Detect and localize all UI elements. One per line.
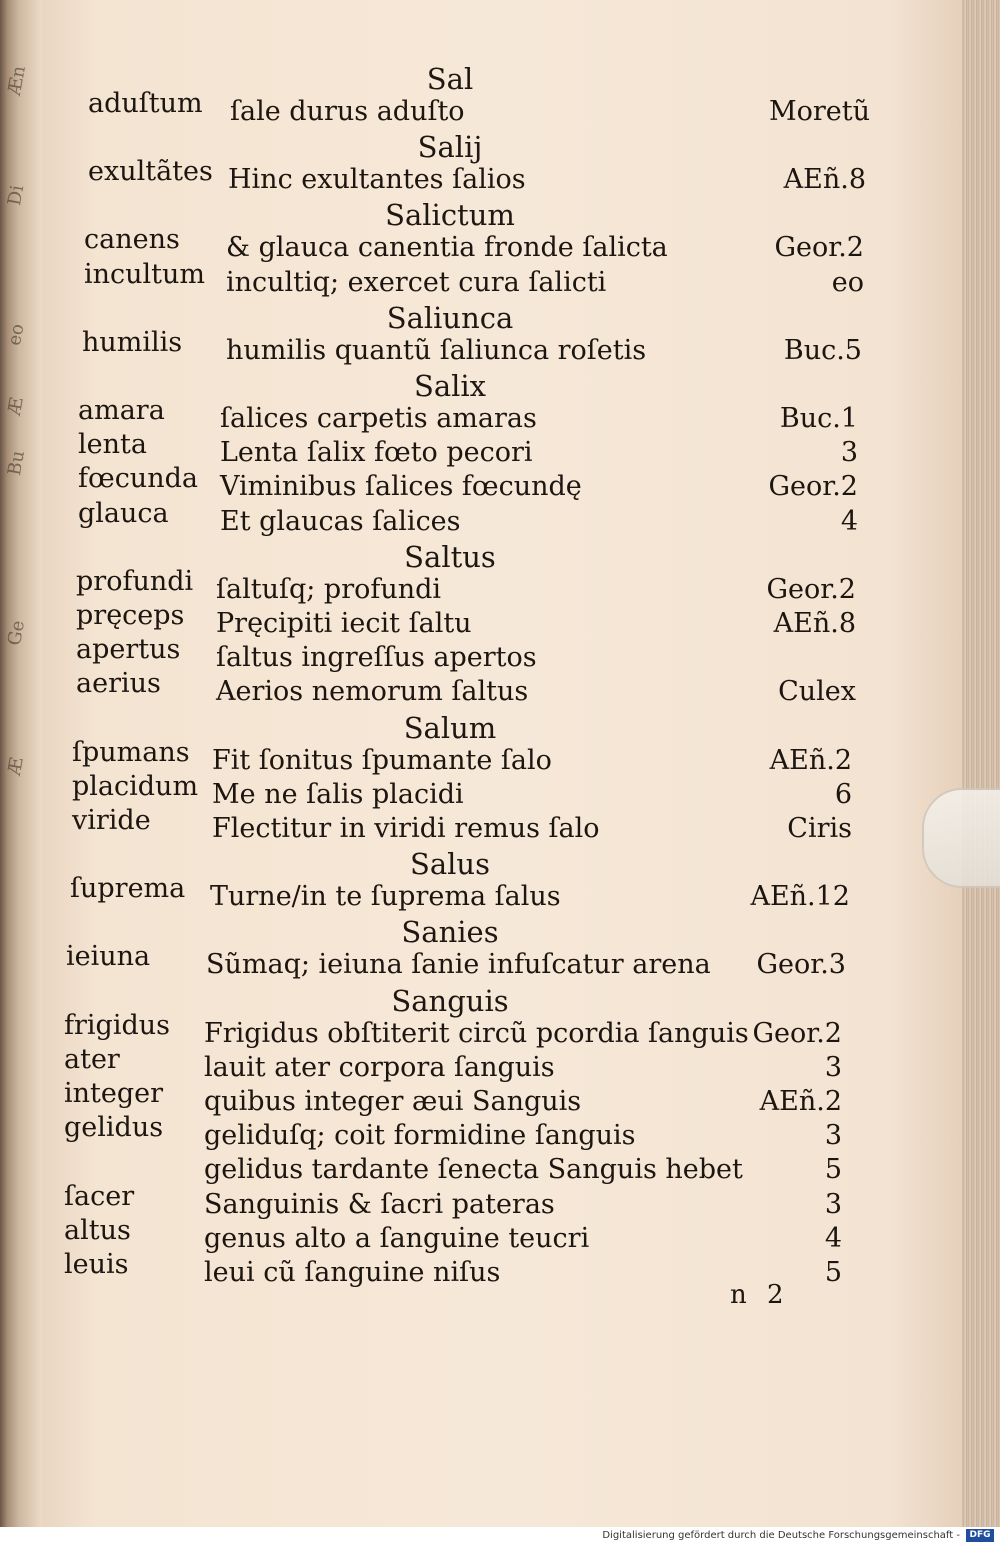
verse-quote: ſaltus ingreſſus apertos [216, 642, 537, 674]
source-reference: Buc.5 [783, 334, 862, 366]
entry-row [0, 326, 1000, 369]
verse-quote: Me ne ſalis placidi [212, 778, 464, 810]
epithet: glauca [78, 497, 169, 529]
source-reference: 3 [824, 1188, 842, 1220]
epithet: placidum [72, 770, 199, 802]
source-reference: Geor.2 [774, 232, 864, 264]
epithet: ſpumans [72, 736, 190, 768]
source-reference: Buc.1 [779, 403, 858, 434]
verse-quote: Pręcipiti iecit ſaltu [216, 608, 472, 639]
verse-quote: Viminibus ſalices fœcundę [220, 471, 582, 503]
entry-row [0, 258, 1000, 301]
verse-quote: geliduſq; coit formidine ſanguis [204, 1120, 636, 1152]
epithet: exultãtes [88, 156, 213, 188]
source-reference: 6 [834, 778, 852, 810]
source-reference: Geor.2 [768, 471, 858, 503]
epithet: integer [64, 1078, 164, 1109]
verse-quote: genus alto a ſanguine teucri [204, 1222, 590, 1254]
entry-row [0, 156, 1000, 198]
epithet: ieiuna [66, 941, 151, 973]
source-reference: AEñ.2 [769, 744, 852, 776]
epithet: viride [72, 805, 151, 836]
edge-mark: Æn [4, 64, 30, 98]
source-reference: AEñ.8 [783, 164, 866, 196]
edge-mark: Bu [4, 448, 30, 478]
edge-mark: Di [4, 183, 29, 208]
entry-row [0, 1249, 1000, 1291]
source-reference: 4 [840, 505, 858, 537]
entry-heading: Saltus [404, 539, 496, 574]
source-reference: AEñ.8 [773, 608, 856, 639]
verse-quote: Et glaucas ſalices [220, 505, 461, 537]
entry-row [0, 668, 1000, 710]
source-reference: Moretũ [768, 96, 870, 127]
entry-row [0, 873, 1000, 915]
verse-quote: Hinc exultantes ſalios [228, 164, 526, 196]
source-reference: Ciris [787, 813, 852, 844]
verse-quote: Sũmaq; ieiuna ſanie infuſcatur arena [206, 949, 711, 981]
epithet: frigidus [64, 1009, 170, 1041]
verse-quote: Aerios nemorum ſaltus [216, 676, 529, 708]
source-reference: AEñ.12 [750, 881, 850, 913]
entry-row [0, 1009, 1000, 1052]
epithet: ſacer [64, 1180, 135, 1212]
verse-quote: Frigidus obſtiterit circũ pcordia ſanguis [204, 1017, 749, 1049]
entry-heading: Sanguis [391, 983, 509, 1018]
epithet: humilis [82, 326, 183, 358]
verse-quote: quibus integer æui Sanguis [204, 1086, 582, 1117]
entry-heading: Salus [410, 847, 490, 882]
source-reference: 3 [824, 1051, 842, 1083]
source-reference: Geor.2 [766, 573, 856, 605]
source-reference: Geor.2 [752, 1017, 842, 1049]
verse-quote: ſalices carpetis amaras [220, 403, 537, 434]
entry-heading: Salix [413, 369, 487, 403]
verse-quote: incultiq; exercet cura ſalicti [226, 266, 607, 298]
source-reference: eo [831, 266, 864, 298]
verse-quote: Fit ſonitus ſpumante ſalo [212, 744, 552, 776]
verse-quote: leui cũ ſanguine niſus [204, 1257, 501, 1288]
epithet: gelidus [64, 1112, 164, 1144]
entry-row [0, 497, 1000, 540]
entry-heading: Salij [417, 130, 483, 165]
source-reference: Geor.3 [756, 949, 846, 981]
verse-quote: lauit ater corpora ſanguis [204, 1051, 555, 1083]
source-reference: 4 [824, 1222, 842, 1254]
verse-quote: & glauca canentia fronde ſalicta [226, 232, 668, 264]
epithet: pręceps [76, 600, 185, 631]
source-reference: 3 [840, 437, 858, 469]
epithet: altus [64, 1214, 131, 1246]
epithet: profundi [76, 565, 194, 597]
source-reference: 5 [824, 1154, 842, 1186]
signature-mark: n 2 [730, 1280, 790, 1310]
epithet: canens [84, 224, 180, 256]
verse-quote: ſale durus aduſto [230, 96, 465, 127]
source-reference: 3 [824, 1120, 842, 1152]
entry-row [0, 1112, 1000, 1154]
verse-quote: Flectitur in viridi remus ſalo [212, 813, 600, 844]
entry-row [0, 805, 1000, 847]
verse-quote: humilis quantũ ſaliunca roſetis [226, 334, 647, 366]
epithet: lenta [78, 429, 147, 461]
verse-quote: gelidus tardante ſenecta Sanguis hebet [204, 1154, 743, 1186]
epithet: leuis [64, 1249, 129, 1280]
epithet: aduſtum [88, 88, 203, 119]
footer-credit: Digitalisierung gefördert durch die Deutsche Forschungsgemeinschaft - [602, 1530, 960, 1541]
epithet: ſuprema [70, 873, 186, 905]
epithet: apertus [76, 634, 181, 666]
entry-row [0, 1214, 1000, 1257]
entry-row [0, 1154, 1000, 1188]
verse-quote: Lenta ſalix fœto pecori [220, 437, 533, 469]
entry-row [0, 941, 1000, 983]
edge-mark: Ge [4, 618, 30, 648]
entry-heading: Salum [403, 710, 497, 745]
edge-mark: Æ [4, 755, 28, 778]
epithet: ater [64, 1043, 120, 1075]
entry-row [0, 395, 1000, 437]
entry-heading: Salictum [385, 198, 515, 233]
verse-quote: ſaltuſq; profundi [216, 573, 442, 605]
source-reference: Culex [778, 676, 856, 708]
entry-row [0, 1180, 1000, 1223]
edge-mark: Æ [4, 395, 28, 418]
entry-heading: Saliunca [386, 300, 514, 335]
entry-row [0, 88, 1000, 130]
edge-mark: eo [4, 322, 29, 348]
source-reference: AEñ.2 [759, 1086, 842, 1117]
entry-heading: Sal [426, 62, 474, 96]
verse-quote: Turne/in te ſuprema ſalus [210, 881, 561, 913]
verse-quote: Sanguinis & ſacri pateras [204, 1188, 555, 1220]
source-reference: 5 [824, 1257, 842, 1288]
footer-bar [0, 1527, 1000, 1546]
epithet: incultum [84, 258, 206, 290]
epithet: amara [78, 395, 165, 426]
epithet: fœcunda [78, 463, 198, 495]
epithet: aerius [76, 668, 161, 700]
dfg-logo: DFG [966, 1529, 994, 1542]
entry-heading: Sanies [401, 915, 499, 950]
